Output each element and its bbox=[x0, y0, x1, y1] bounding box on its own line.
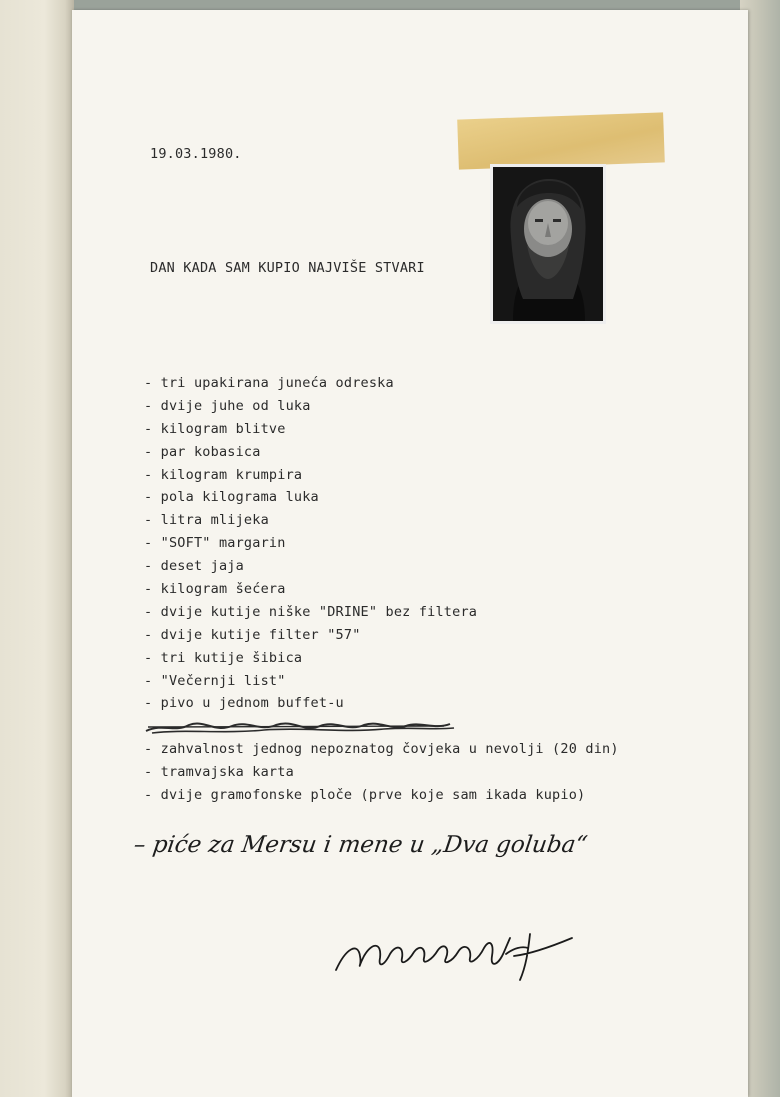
struck-out-item bbox=[144, 715, 619, 738]
list-item: - kilogram šećera bbox=[144, 581, 286, 598]
document-date: 19.03.1980. bbox=[150, 146, 242, 162]
handwritten-line: – piće za Mersu i mene u „Dva golubа“ bbox=[132, 832, 589, 858]
list-item: - tri upakirana juneća odreska bbox=[144, 375, 394, 391]
binder-spine bbox=[0, 0, 74, 1097]
list-item: - "Večernji list" bbox=[144, 672, 286, 689]
list-item: - deset jaja bbox=[144, 558, 244, 575]
list-item: - tri kutije šibica bbox=[144, 649, 303, 666]
list-item: - zahvalnost jednog nepoznatog čovjeka u nevolji (20 din) bbox=[144, 741, 619, 758]
list-item: - kilogram blitve bbox=[144, 420, 286, 437]
list-item: - kilogram krumpira bbox=[144, 466, 303, 483]
list-item: - dvije kutije niške "DRINE" bez filtera bbox=[144, 603, 478, 620]
list-item: - dvije gramofonske ploče (prve koje sam ikada kupio) bbox=[144, 787, 586, 804]
list-item: - dvije juhe od luka bbox=[144, 397, 311, 414]
list-item: - litra mlijeka bbox=[144, 512, 269, 529]
portrait-photo bbox=[490, 164, 606, 324]
list-item: - "SOFT" margarin bbox=[144, 535, 286, 552]
list-item: - tramvajska karta bbox=[144, 764, 294, 781]
handwritten-signature bbox=[334, 908, 584, 988]
list-item: - pivo u jednom buffet-u bbox=[144, 695, 344, 712]
list-item: - pola kilograma luka bbox=[144, 489, 319, 506]
adhesive-tape bbox=[457, 112, 665, 169]
purchase-list bbox=[144, 372, 619, 807]
list-item: - par kobasica bbox=[144, 443, 261, 460]
list-item: - dvije kutije filter "57" bbox=[144, 626, 361, 643]
document-page bbox=[72, 10, 748, 1097]
document-title: DAN KADA SAM KUPIO NAJVIŠE STVARI bbox=[150, 260, 425, 276]
crossed-out-scribble bbox=[144, 717, 464, 737]
